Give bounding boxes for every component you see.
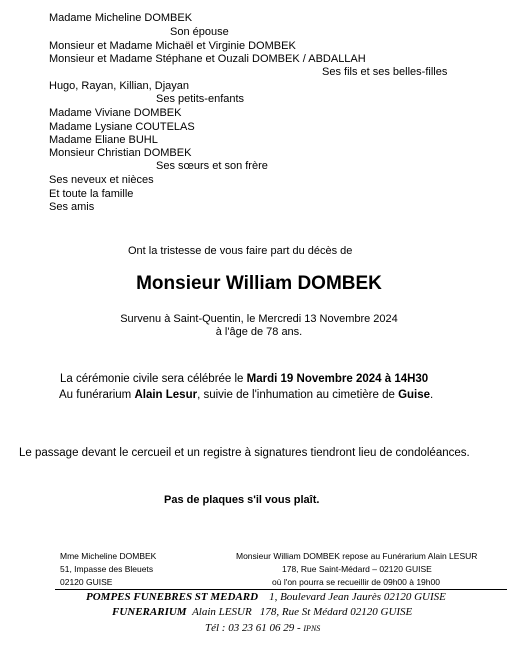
family-line-michael: Monsieur et Madame Michaël et Virginie DOMBEK xyxy=(49,40,296,52)
family-line-friends: Ses amis xyxy=(49,201,95,213)
funerarium-line xyxy=(59,388,433,402)
funerarium-text: Au funérarium xyxy=(59,389,135,401)
family-line-lysiane: Madame Lysiane COUTELAS xyxy=(49,121,195,133)
family-line-micheline: Madame Micheline DOMBEK xyxy=(49,12,193,24)
death-info: Survenu à Saint-Quentin, le Mercredi 13 Novembre 2024 xyxy=(120,313,398,325)
family-line-nephews: Ses neveux et nièces xyxy=(49,174,154,186)
address-street: 51, Impasse des Bleuets xyxy=(60,564,154,574)
announcement-text: Ont la tristesse de vous faire part du décès de xyxy=(128,245,353,257)
family-line-family: Et toute la famille xyxy=(49,188,134,200)
no-plaques-text: Pas de plaques s'il vous plaît. xyxy=(164,494,320,506)
family-line-viviane: Madame Viviane DOMBEK xyxy=(49,107,182,119)
pompes-address: 1, Boulevard Jean Jaurès 02120 GUISE xyxy=(269,591,446,603)
family-line-eliane: Madame Eliane BUHL xyxy=(49,134,158,146)
deceased-name: Monsieur William DOMBEK xyxy=(136,273,382,294)
ipns-mark: IPNS xyxy=(303,624,321,633)
family-role-grandchildren: Ses petits-enfants xyxy=(156,93,245,105)
family-line-stephane: Monsieur et Madame Stéphane et Ouzali DOMBEK / ABDALLAH xyxy=(49,53,366,65)
funerarium-address: 178, Rue St Médard 02120 GUISE xyxy=(259,606,413,618)
condolences-text: Le passage devant le cercueil et un registre à signatures tiendront lieu de condoléances. xyxy=(19,447,470,459)
address-name: Mme Micheline DOMBEK xyxy=(60,551,157,561)
ceremony-text: La cérémonie civile sera célébrée le xyxy=(60,373,247,385)
phone-number: Tél : 03 23 61 06 29 - xyxy=(205,622,301,634)
burial-place: Guise xyxy=(398,389,431,401)
address-city: 02120 GUISE xyxy=(60,577,113,587)
footer-pompes xyxy=(86,591,446,604)
funerarium-owner: Alain LESUR xyxy=(192,606,252,618)
footer-divider xyxy=(55,589,507,590)
family-role-sons: Ses fils et ses belles-filles xyxy=(322,66,448,78)
burial-text: , suivie de l'inhumation au cimetière de xyxy=(197,389,399,401)
funerarium-name: Alain Lesur xyxy=(134,389,198,401)
age-info: à l'âge de 78 ans. xyxy=(215,326,303,338)
footer-phone xyxy=(205,622,320,635)
family-role-siblings: Ses sœurs et son frère xyxy=(156,160,268,172)
rest-line-1: Monsieur William DOMBEK repose au Funérarium Alain LESUR xyxy=(236,551,478,561)
pompes-name: POMPES FUNEBRES ST MEDARD xyxy=(86,591,259,603)
family-role-spouse: Son épouse xyxy=(170,26,229,38)
family-line-christian: Monsieur Christian DOMBEK xyxy=(49,147,192,159)
burial-period: . xyxy=(430,389,434,401)
rest-line-3: où l'on pourra se recueillir de 09h00 à 19h00 xyxy=(272,577,440,587)
footer-funerarium xyxy=(112,606,412,619)
ceremony-line xyxy=(60,372,428,386)
ceremony-date: Mardi 19 Novembre 2024 à 14H30 xyxy=(246,373,429,385)
family-line-grandchildren: Hugo, Rayan, Killian, Djayan xyxy=(49,80,190,92)
rest-line-2: 178, Rue Saint-Médard – 02120 GUISE xyxy=(282,564,432,574)
funerarium-label: FUNERARIUM xyxy=(112,606,187,618)
